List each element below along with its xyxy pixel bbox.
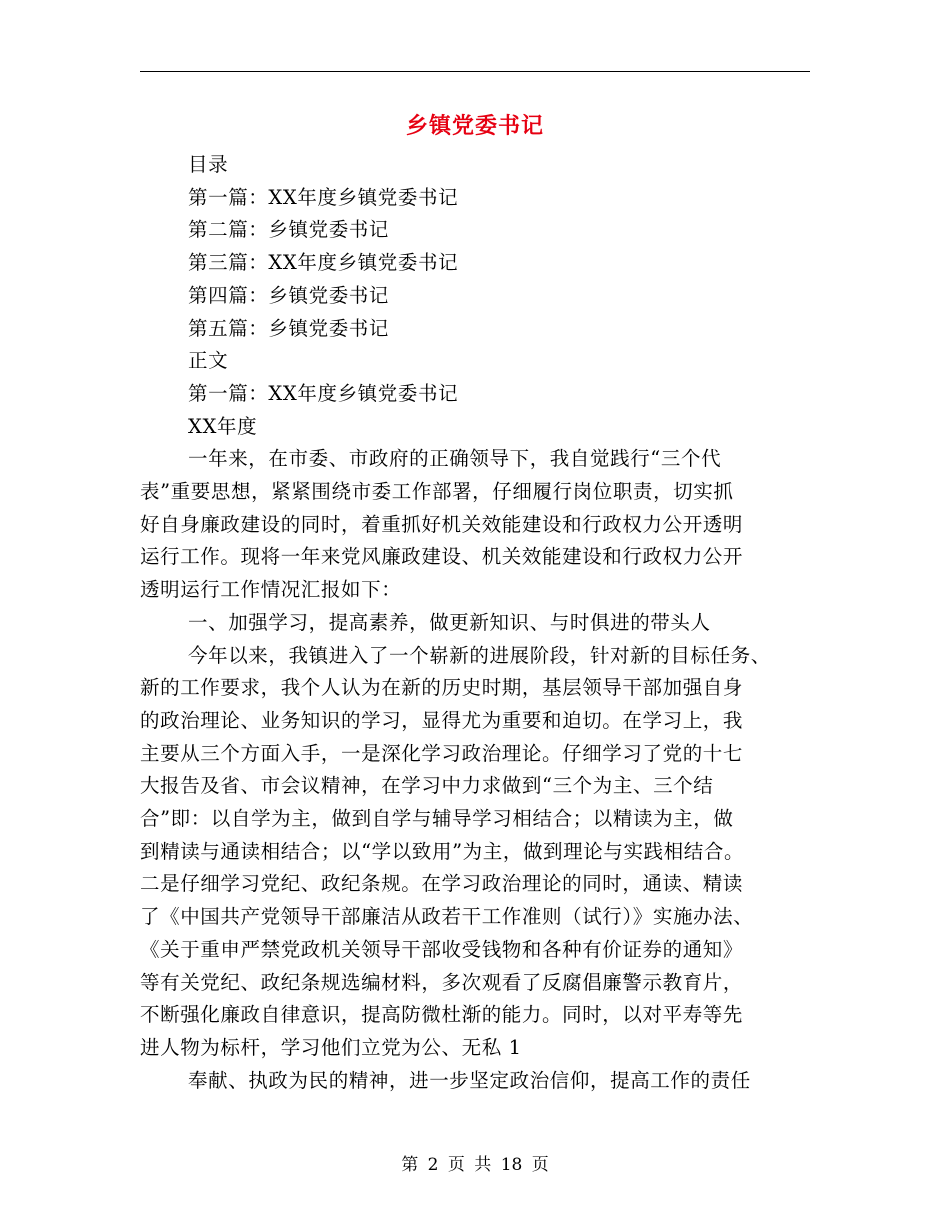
paragraph-line: 到精读与通读相结合；以“学以致用”为主，做到理论与实践相结合。: [140, 839, 745, 863]
toc-item: 第三篇：XX年度乡镇党委书记: [188, 251, 459, 275]
paragraph-line: 了《中国共产党领导干部廉洁从政若干工作准则（试行）》实施办法、: [140, 905, 754, 929]
paragraph-line: XX年度: [188, 414, 258, 438]
paragraph-line: 等有关党纪、政纪条规选编材料，多次观看了反腐倡廉警示教育片，: [140, 970, 744, 994]
paragraph-line: 一年来，在市委、市政府的正确领导下，我自觉践行“三个代: [188, 447, 722, 471]
paragraph-line: 《关于重申严禁党政机关领导干部收受钱物和各种有价证券的通知》: [140, 937, 744, 961]
header-rule: [140, 71, 810, 72]
paragraph-line: 好自身廉政建设的同时，着重抓好机关效能建设和行政权力公开透明: [140, 512, 744, 536]
toc-item: 第五篇：乡镇党委书记: [188, 316, 390, 340]
paragraph-line: 今年以来，我镇进入了一个崭新的进展阶段，针对新的目标任务、: [188, 643, 771, 667]
toc-item: 第一篇：XX年度乡镇党委书记: [188, 185, 459, 209]
paragraph-line: 运行工作。现将一年来党风廉政建设、机关效能建设和行政权力公开: [140, 545, 744, 569]
toc-heading: 目录: [188, 153, 229, 176]
paragraph-line: 主要从三个方面入手，一是深化学习政治理论。仔细学习了党的十七: [140, 741, 744, 765]
paragraph-line: 奉献、执政为民的精神，进一步坚定政治信仰，提高工作的责任: [188, 1068, 751, 1092]
paragraph-line: 合”即：以自学为主，做到自学与辅导学习相结合；以精读为主，做: [140, 807, 734, 831]
toc-item: 第二篇：乡镇党委书记: [188, 218, 390, 242]
document-body: [140, 149, 810, 1097]
document-title: 乡镇党委书记: [405, 113, 544, 139]
chapter-heading: 第一篇：XX年度乡镇党委书记: [188, 381, 459, 405]
section-heading: 一、加强学习，提高素养，做更新知识、与时俱进的带头人: [188, 610, 711, 634]
paragraph-line: 大报告及省、市会议精神，在学习中力求做到“三个为主、三个结: [140, 774, 714, 798]
body-heading: 正文: [188, 349, 229, 373]
paragraph-line: 透明运行工作情况汇报如下：: [140, 578, 402, 602]
page-number: 第 2 页 共 18 页: [401, 1155, 549, 1175]
paragraph-line: 不断强化廉政自律意识，提高防微杜渐的能力。同时，以对平寿等先: [140, 1003, 744, 1027]
toc-item: 第四篇：乡镇党委书记: [188, 283, 390, 307]
paragraph-line: 表”重要思想，紧紧围绕市委工作部署，仔细履行岗位职责，切实抓: [140, 480, 734, 504]
paragraph-line: 的政治理论、业务知识的学习，显得尤为重要和迫切。在学习上，我: [140, 708, 744, 732]
paragraph-line: 进人物为标杆，学习他们立党为公、无私 1: [140, 1035, 522, 1059]
paragraph-line: 新的工作要求，我个人认为在新的历史时期，基层领导干部加强自身: [140, 676, 744, 700]
paragraph-line: 二是仔细学习党纪、政纪条规。在学习政治理论的同时，通读、精读: [140, 872, 744, 896]
